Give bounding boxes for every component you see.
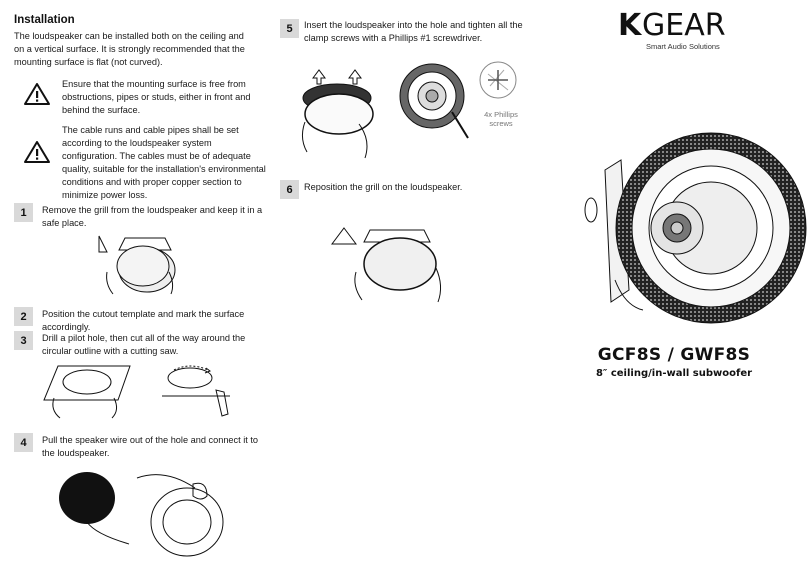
- cut-circle-illustration: [160, 362, 240, 422]
- insert-speaker-illustration: [295, 62, 385, 162]
- step-4-text: Pull the speaker wire out of the hole and connect it to the loudspeaker.: [42, 435, 259, 458]
- remove-grill-illustration: [95, 232, 185, 300]
- speaker-product-image: [585, 130, 803, 330]
- step-3-text: Drill a pilot hole, then cut all of the way around the circular outline with a cutting saw.: [42, 333, 246, 356]
- warning-icon: [24, 140, 50, 164]
- screw-detail-icon: [478, 60, 518, 100]
- warning-icon: [24, 82, 50, 106]
- screw-note-line-2: screws: [489, 119, 513, 128]
- brand-logo: [614, 8, 744, 51]
- product-description: 8″ ceiling/in-wall subwoofer: [595, 368, 753, 379]
- step-6-text: Reposition the grill on the loudspeaker.: [304, 182, 463, 192]
- step-number-6: 6: [280, 180, 299, 199]
- step-number-4: 4: [14, 433, 33, 452]
- installation-intro: The loudspeaker can be installed both on the ceiling and on a vertical surface. It is strongly recommended that the mounting surface is flat (not curved).: [14, 31, 245, 67]
- ceiling-hole-illustration: [55, 468, 135, 548]
- step-1-text: Remove the grill from the loudspeaker and keep it in a safe place.: [42, 205, 263, 228]
- screw-note-line-1: 4x Phillips: [484, 110, 518, 119]
- warning-text-obstructions: Ensure that the mounting surface is free from obstructions, pipes or studs, either in front and behind the surface.: [62, 79, 251, 115]
- step-number-5: 5: [280, 19, 299, 38]
- tighten-screws-illustration: [398, 62, 478, 142]
- step-number-2: 2: [14, 307, 33, 326]
- logo-word: GEAR: [642, 8, 726, 43]
- logo-mark: K: [618, 8, 641, 43]
- installation-title: Installation: [14, 14, 75, 26]
- brand-tagline: Smart Audio Solutions: [646, 42, 720, 51]
- warning-text-cables: The cable runs and cable pipes shall be set according to the loudspeaker system configuration. The cables must be of adequate quality, suitable for the installation's environmental conditions and with proper copper section to minimize power loss.: [62, 125, 266, 200]
- step-number-1: 1: [14, 203, 33, 222]
- cutout-template-illustration: [40, 362, 135, 422]
- connect-wire-illustration: [135, 462, 235, 560]
- screw-note: [478, 110, 524, 128]
- reposition-grill-illustration: [340, 222, 450, 304]
- product-models: GCF8S / GWF8S: [597, 345, 751, 365]
- step-number-3: 3: [14, 331, 33, 350]
- step-2-text: Position the cutout template and mark the surface accordingly.: [42, 309, 245, 332]
- step-5-text: Insert the loudspeaker into the hole and tighten all the clamp screws with a Phillips #1 screwdriver.: [304, 20, 523, 43]
